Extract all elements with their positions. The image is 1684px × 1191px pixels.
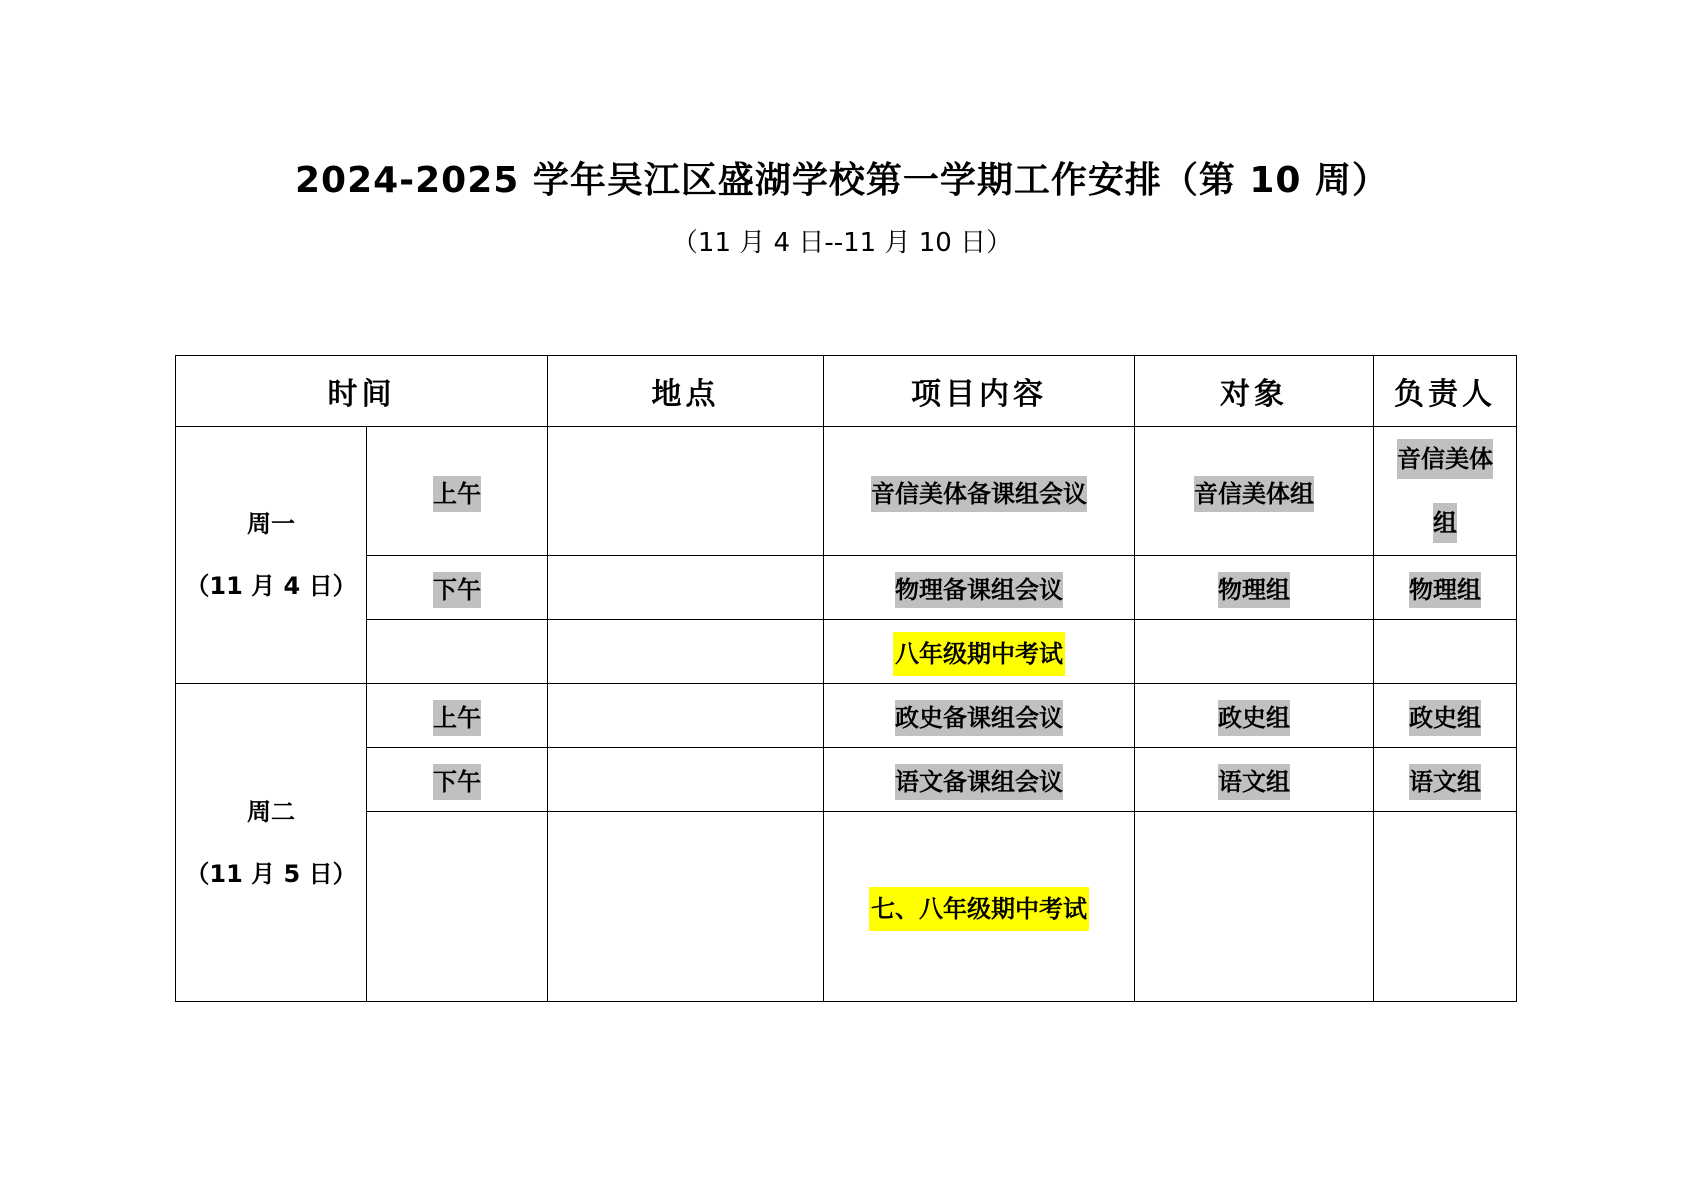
content-cell <box>824 620 1135 684</box>
day-label: 周二 <box>247 797 295 826</box>
owner-cell <box>1374 556 1517 620</box>
content-cell <box>824 684 1135 748</box>
target-label: 音信美体组 <box>1194 476 1314 512</box>
target-label: 物理组 <box>1218 572 1290 608</box>
day-date: （11 月 4 日） <box>185 572 357 600</box>
day-cell-tuesday <box>176 684 367 1002</box>
target-cell <box>1135 556 1374 620</box>
target-label: 政史组 <box>1218 700 1290 736</box>
content-label: 物理备课组会议 <box>895 572 1063 608</box>
table-row <box>176 427 1517 556</box>
period-label: 上午 <box>433 476 481 512</box>
place-cell <box>548 748 824 812</box>
owner-cell <box>1374 684 1517 748</box>
day-date: （11 月 5 日） <box>185 859 357 888</box>
period-cell <box>367 748 548 812</box>
header-place: 地点 <box>548 356 824 427</box>
table-row <box>176 556 1517 620</box>
target-cell <box>1135 748 1374 812</box>
target-cell <box>1135 620 1374 684</box>
owner-label: 音信美体组 <box>1397 439 1493 543</box>
date-range: （11 月 4 日--11 月 10 日） <box>671 228 1013 258</box>
header-time: 时间 <box>176 356 548 427</box>
owner-cell <box>1374 748 1517 812</box>
place-cell <box>548 812 824 1002</box>
period-cell <box>367 812 548 1002</box>
owner-label: 物理组 <box>1409 572 1481 608</box>
schedule-table <box>175 355 1517 1002</box>
target-cell <box>1135 812 1374 1002</box>
period-cell <box>367 427 548 556</box>
content-label: 语文备课组会议 <box>895 764 1063 800</box>
owner-cell <box>1374 812 1517 1002</box>
target-cell <box>1135 684 1374 748</box>
header-owner: 负责人 <box>1374 356 1517 427</box>
header-row <box>176 356 1517 427</box>
day-label: 周一 <box>247 510 295 538</box>
period-label: 下午 <box>433 572 481 608</box>
day-cell-monday <box>176 427 367 684</box>
owner-cell <box>1374 427 1517 556</box>
content-cell <box>824 427 1135 556</box>
header-target: 对象 <box>1135 356 1374 427</box>
header-content: 项目内容 <box>824 356 1135 427</box>
period-label: 上午 <box>433 700 481 736</box>
period-label: 下午 <box>433 764 481 800</box>
place-cell <box>548 684 824 748</box>
table-row <box>176 812 1517 1002</box>
table-row <box>176 684 1517 748</box>
owner-label: 政史组 <box>1409 700 1481 736</box>
content-cell <box>824 556 1135 620</box>
owner-label: 语文组 <box>1409 764 1481 800</box>
place-cell <box>548 620 824 684</box>
place-cell <box>548 556 824 620</box>
table-row <box>176 748 1517 812</box>
exam-label: 八年级期中考试 <box>893 632 1065 676</box>
page-title: 2024-2025 学年吴江区盛湖学校第一学期工作安排（第 10 周） <box>294 160 1390 201</box>
period-cell <box>367 684 548 748</box>
table-row <box>176 620 1517 684</box>
owner-cell <box>1374 620 1517 684</box>
target-cell <box>1135 427 1374 556</box>
period-cell <box>367 556 548 620</box>
place-cell <box>548 427 824 556</box>
target-label: 语文组 <box>1218 764 1290 800</box>
exam-label: 七、八年级期中考试 <box>869 887 1089 931</box>
content-cell <box>824 748 1135 812</box>
content-cell <box>824 812 1135 1002</box>
content-label: 音信美体备课组会议 <box>871 476 1087 512</box>
period-cell <box>367 620 548 684</box>
content-label: 政史备课组会议 <box>895 700 1063 736</box>
